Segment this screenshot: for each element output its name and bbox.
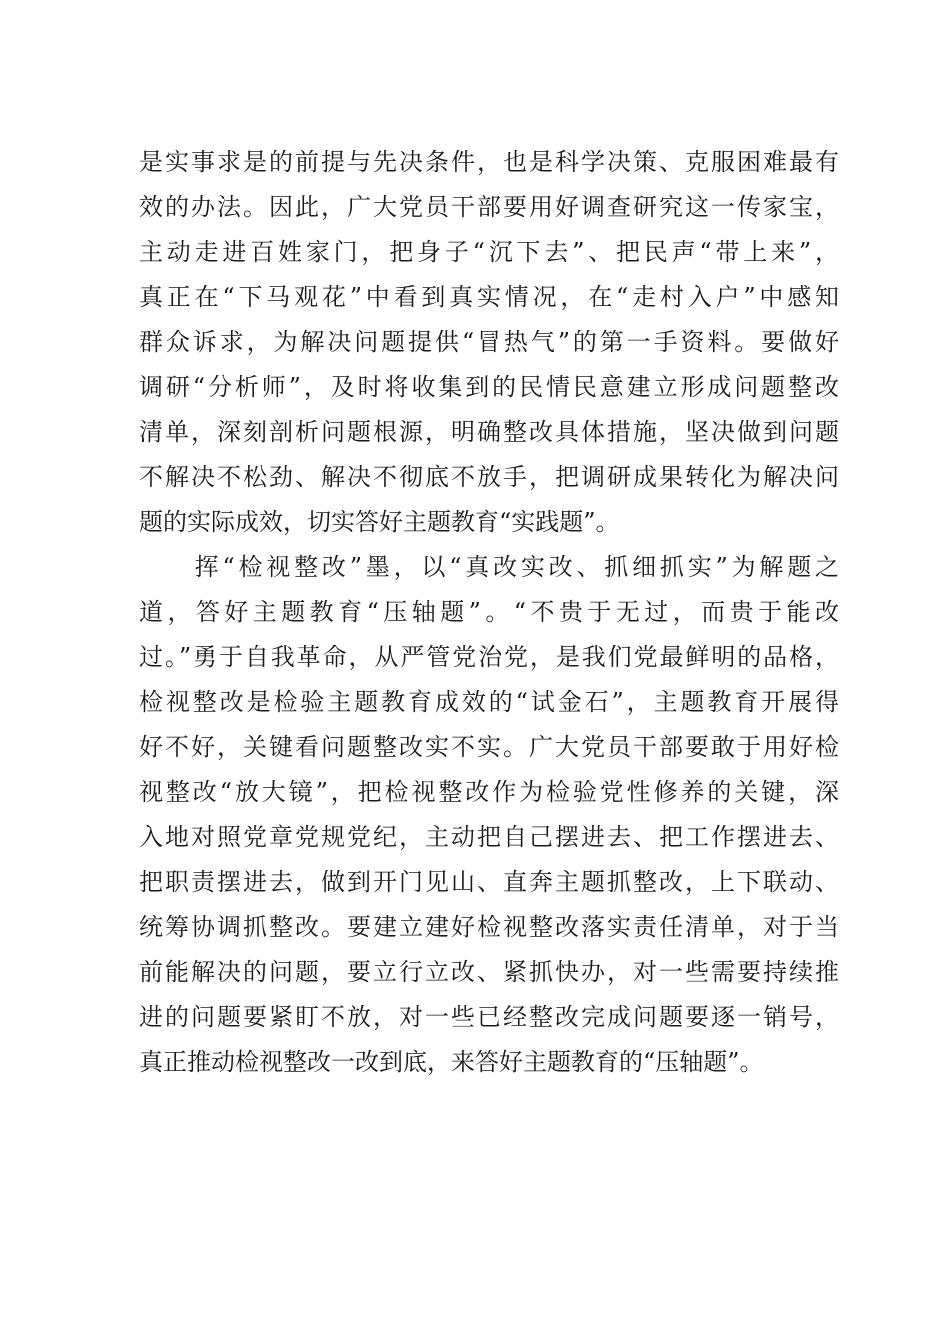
paragraph-investigation [139,140,839,545]
text-line: 效的办法。因此，广大党员干部要用好调查研究这一传家宝， [139,193,839,221]
text-line: 道，答好主题教育“压轴题”。“不贵于无过，而贵于能改 [139,598,839,626]
text-line: 不解决不松劲、解决不彻底不放手，把调研成果转化为解决问 [139,463,839,491]
text-line: 统筹协调抓整改。要建立建好检视整改落实责任清单，对于当 [139,913,839,941]
text-line: 真正在“下马观花”中看到真实情况，在“走村入户”中感知 [139,283,839,311]
text-line: 真正推动检视整改一改到底，来答好主题教育的“压轴题”。 [139,1048,764,1076]
text-line: 过。”勇于自我革命，从严管党治党，是我们党最鲜明的品格， [139,643,839,671]
text-line: 视整改“放大镜”，把检视整改作为检验党性修养的关键，深 [139,778,839,806]
text-line: 调研“分析师”，及时将收集到的民情民意建立形成问题整改 [139,373,839,401]
text-line: 检视整改是检验主题教育成效的“试金石”，主题教育开展得 [139,688,839,716]
text-line: 进的问题要紧盯不放，对一些已经整改完成问题要逐一销号， [139,1003,839,1031]
text-line: 群众诉求，为解决问题提供“冒热气”的第一手资料。要做好 [139,328,839,356]
text-line: 题的实际成效，切实答好主题教育“实践题”。 [139,508,620,536]
text-line: 前能解决的问题，要立行立改、紧抓快办，对一些需要持续推 [139,958,839,986]
text-line: 把职责摆进去，做到开门见山、直奔主题抓整改，上下联动、 [139,868,839,896]
paragraph-rectification [139,545,839,1085]
text-line: 主动走进百姓家门，把身子“沉下去”、把民声“带上来”， [139,238,839,266]
text-line: 挥“检视整改”墨，以“真改实改、抓细抓实”为解题之 [139,553,839,581]
text-line: 好不好，关键看问题整改实不实。广大党员干部要敢于用好检 [139,733,839,761]
text-line: 清单，深刻剖析问题根源，明确整改具体措施，坚决做到问题 [139,418,839,446]
text-line: 是实事求是的前提与先决条件，也是科学决策、克服困难最有 [139,148,839,176]
text-line: 入地对照党章党规党纪，主动把自己摆进去、把工作摆进去、 [139,823,839,851]
